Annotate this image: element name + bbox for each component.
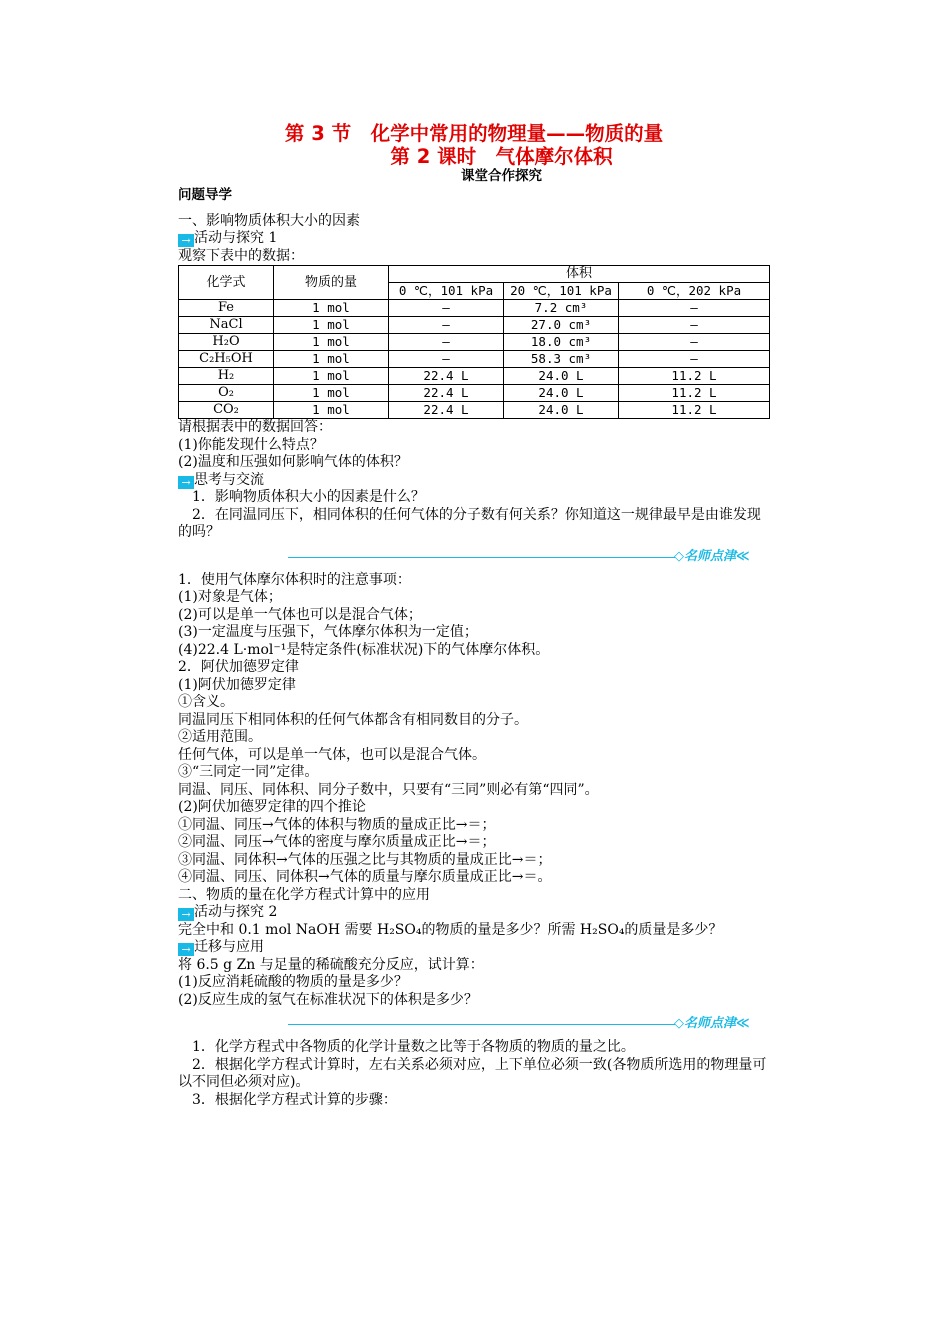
header-cond2: 20 ℃，101 kPa [504, 283, 619, 300]
table-cell-v1: 22.4 L [389, 402, 504, 419]
table-cell-v2: 27.0 cm³ [504, 317, 619, 334]
activity2-label: 活动与探究 2 [194, 904, 278, 920]
table-cell-v2: 18.0 cm³ [504, 334, 619, 351]
tip-line: ③同温、同体积→气体的压强之比与其物质的量成正比→＝； [178, 851, 552, 868]
tip-line: 1．化学方程式中各物质的化学计量数之比等于各物质的物质的量之比。 [192, 1039, 635, 1055]
tips-divider-2 [288, 1015, 770, 1033]
arrow-icon: → [178, 943, 194, 956]
table-row [179, 402, 770, 419]
section-subtitle: 课堂合作探究 [461, 168, 542, 184]
table-cell-v3: — [619, 317, 770, 334]
tip-line: 2．阿伏加德罗定律 [178, 659, 299, 675]
table-row [179, 368, 770, 385]
table-row [179, 334, 770, 351]
arrow-icon: → [178, 476, 194, 489]
transfer-label: 迁移与应用 [194, 939, 264, 955]
transfer-line [178, 939, 770, 957]
activity1-label: 活动与探究 1 [194, 230, 278, 246]
header-formula: 化学式 [179, 266, 274, 300]
tip-line: 1．使用气体摩尔体积时的注意事项： [178, 571, 411, 588]
tip-line: (3)一定温度与压强下，气体摩尔体积为一定值； [178, 624, 478, 640]
tip-line: 同温、同压、同体积、同分子数中，只要有“三同”则必有第“四同”。 [178, 781, 599, 798]
table-cell-v2: 7.2 cm³ [504, 300, 619, 317]
table-row [179, 317, 770, 334]
transfer-q2: (2)反应生成的氢气在标准状况下的体积是多少？ [178, 991, 478, 1008]
table-cell-f: Fe [179, 300, 274, 317]
arrow-icon: → [178, 908, 194, 921]
tip-line: ②适用范围。 [178, 729, 262, 745]
table-cell-v2: 24.0 L [504, 385, 619, 402]
question-2: (2)温度和压强如何影响气体的体积？ [178, 454, 408, 470]
table-cell-v1: 22.4 L [389, 368, 504, 385]
table-cell-v3: 11.2 L [619, 385, 770, 402]
activity1-line [178, 230, 770, 248]
activity2-line [178, 904, 770, 922]
transfer-q1: (1)反应消耗硫酸的物质的量是多少？ [178, 974, 408, 990]
table-cell-f: H₂ [179, 368, 274, 385]
table-cell-n: 1 mol [274, 351, 389, 368]
table-cell-v3: — [619, 351, 770, 368]
tip-line: (2)阿伏加德罗定律的四个推论 [178, 799, 366, 815]
tip-line: (1)对象是气体； [178, 589, 282, 605]
tips-badge: ◇名师点津≪ [674, 548, 750, 564]
table-cell-f: O₂ [179, 385, 274, 402]
tips-block-1 [178, 572, 770, 887]
header-cond3: 0 ℃，202 kPa [619, 283, 770, 300]
tips-divider [288, 548, 770, 566]
document-page [178, 122, 770, 1109]
activity2-question: 完全中和 0.1 mol NaOH 需要 H₂SO₄的物质的量是多少？所需 H₂SO₄的质量是多少？ [178, 921, 723, 938]
tip-line: ①含义。 [178, 694, 234, 710]
tips-block-2 [178, 1039, 770, 1109]
tip-line: (4)22.4 L·mol⁻¹是特定条件(标准状况)下的气体摩尔体积。 [178, 641, 550, 658]
tip-line: 任何气体，可以是单一气体，也可以是混合气体。 [178, 746, 486, 763]
data-table [178, 265, 770, 419]
tip-line: (2)可以是单一气体也可以是混合气体； [178, 606, 422, 623]
table-cell-f: CO₂ [179, 402, 274, 419]
table-cell-f: H₂O [179, 334, 274, 351]
think-line [178, 472, 770, 490]
table-cell-v1: — [389, 317, 504, 334]
table-cell-n: 1 mol [274, 402, 389, 419]
tip-line: ④同温、同压、同体积→气体的质量与摩尔质量成正比→＝。 [178, 869, 552, 885]
table-row [179, 300, 770, 317]
part2-heading: 二、物质的量在化学方程式计算中的应用 [178, 886, 430, 903]
table-cell-v1: — [389, 300, 504, 317]
table-cell-v2: 24.0 L [504, 402, 619, 419]
table-cell-v3: — [619, 334, 770, 351]
table-row [179, 385, 770, 402]
transfer-text: 将 6.5 g Zn 与足量的稀硫酸充分反应，试计算： [178, 956, 484, 973]
table-cell-v1: — [389, 334, 504, 351]
table-cell-n: 1 mol [274, 300, 389, 317]
table-cell-v2: 24.0 L [504, 368, 619, 385]
table-cell-v3: 11.2 L [619, 368, 770, 385]
table-cell-v3: 11.2 L [619, 402, 770, 419]
table-cell-v3: — [619, 300, 770, 317]
table-cell-n: 1 mol [274, 385, 389, 402]
question-1: (1)你能发现什么特点？ [178, 436, 324, 453]
think-label: 思考与交流 [194, 471, 264, 488]
observe-text: 观察下表中的数据： [178, 247, 304, 264]
arrow-icon: → [178, 234, 194, 247]
tips-badge-2: ◇名师点津≪ [674, 1016, 750, 1031]
table-row [179, 351, 770, 368]
lesson-title: 第 2 课时 气体摩尔体积 [390, 145, 613, 168]
think-q2: 2．在同温同压下，相同体积的任何气体的分子数有何关系？你知道这一规律最早是由谁发现的吗？ [178, 506, 761, 540]
table-cell-v1: 22.4 L [389, 385, 504, 402]
table-cell-f: C₂H₅OH [179, 351, 274, 368]
tip-line: 2．根据化学方程式计算时，左右关系必须对应，上下单位必须一致(各物质所选用的物理量可以不同但必须对应)。 [178, 1056, 767, 1090]
table-cell-v2: 58.3 cm³ [504, 351, 619, 368]
table-cell-v1: — [389, 351, 504, 368]
table-cell-n: 1 mol [274, 334, 389, 351]
tip-line: 同温同压下相同体积的任何气体都含有相同数目的分子。 [178, 711, 528, 728]
tip-line: 3．根据化学方程式计算的步骤： [192, 1091, 397, 1108]
header-amount: 物质的量 [274, 266, 389, 300]
part1-heading: 一、影响物质体积大小的因素 [178, 212, 360, 229]
tip-line: ①同温、同压→气体的体积与物质的量成正比→＝； [178, 816, 496, 833]
page-title: 第 3 节 化学中常用的物理量——物质的量 [284, 122, 664, 145]
table-cell-n: 1 mol [274, 368, 389, 385]
ask-text: 请根据表中的数据回答： [178, 419, 332, 435]
think-q1: 1．影响物质体积大小的因素是什么？ [192, 489, 425, 505]
header-volume: 体积 [389, 266, 770, 283]
tip-line: ③“三同定一同”定律。 [178, 764, 319, 780]
header-cond1: 0 ℃，101 kPa [389, 283, 504, 300]
tip-line: (1)阿伏加德罗定律 [178, 676, 296, 693]
section-heading: 问题导学 [178, 187, 232, 203]
table-cell-n: 1 mol [274, 317, 389, 334]
table-cell-f: NaCl [179, 317, 274, 334]
tip-line: ②同温、同压→气体的密度与摩尔质量成正比→＝； [178, 834, 496, 850]
